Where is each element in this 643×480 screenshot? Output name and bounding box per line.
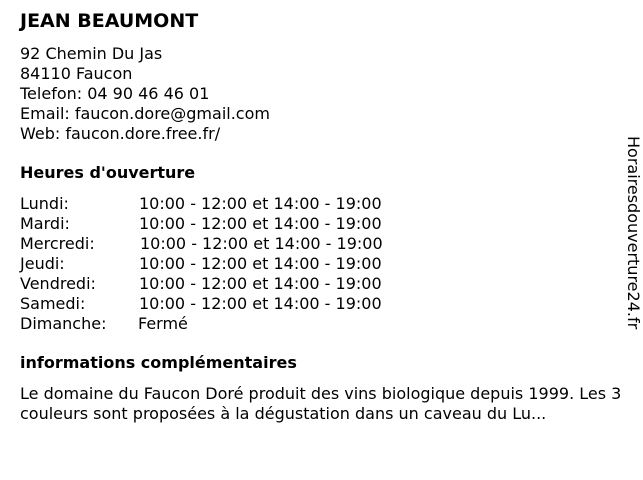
hours-value: 10:00 - 12:00 et 14:00 - 19:00 bbox=[139, 214, 382, 233]
hours-value: 10:00 - 12:00 et 14:00 - 19:00 bbox=[139, 274, 382, 293]
address-city: 84110 Faucon bbox=[20, 64, 133, 83]
phone-number: Telefon: 04 90 46 46 01 bbox=[20, 84, 210, 103]
additional-info-text: Le domaine du Faucon Doré produit des vins biologique depuis 1999. Les 3 couleurs sont proposées à la dégustation dans un caveau du Lu... bbox=[20, 384, 622, 423]
additional-info-heading: informations complémentaires bbox=[20, 353, 297, 372]
contact-block bbox=[20, 44, 270, 144]
day-label: Mercredi: bbox=[20, 234, 95, 253]
opening-hours-heading: Heures d'ouverture bbox=[20, 163, 196, 182]
email-address: Email: faucon.dore@gmail.com bbox=[20, 104, 270, 123]
address-street: 92 Chemin Du Jas bbox=[20, 44, 163, 63]
day-label: Vendredi: bbox=[20, 274, 96, 293]
business-name: JEAN BEAUMONT bbox=[20, 10, 199, 32]
website-address: Web: faucon.dore.free.fr/ bbox=[20, 124, 221, 143]
day-label: Dimanche: bbox=[20, 314, 107, 333]
hours-value: Fermé bbox=[138, 314, 188, 333]
day-label: Lundi: bbox=[20, 194, 69, 213]
day-label: Mardi: bbox=[20, 214, 70, 233]
hours-value: 10:00 - 12:00 et 14:00 - 19:00 bbox=[139, 294, 382, 313]
brand-watermark: Horairesdouverture24.fr bbox=[624, 136, 643, 330]
hours-value: 10:00 - 12:00 et 14:00 - 19:00 bbox=[140, 234, 383, 253]
hours-value: 10:00 - 12:00 et 14:00 - 19:00 bbox=[139, 254, 382, 273]
hours-value: 10:00 - 12:00 et 14:00 - 19:00 bbox=[139, 194, 382, 213]
day-label: Samedi: bbox=[20, 294, 86, 313]
day-label: Jeudi: bbox=[20, 254, 65, 273]
